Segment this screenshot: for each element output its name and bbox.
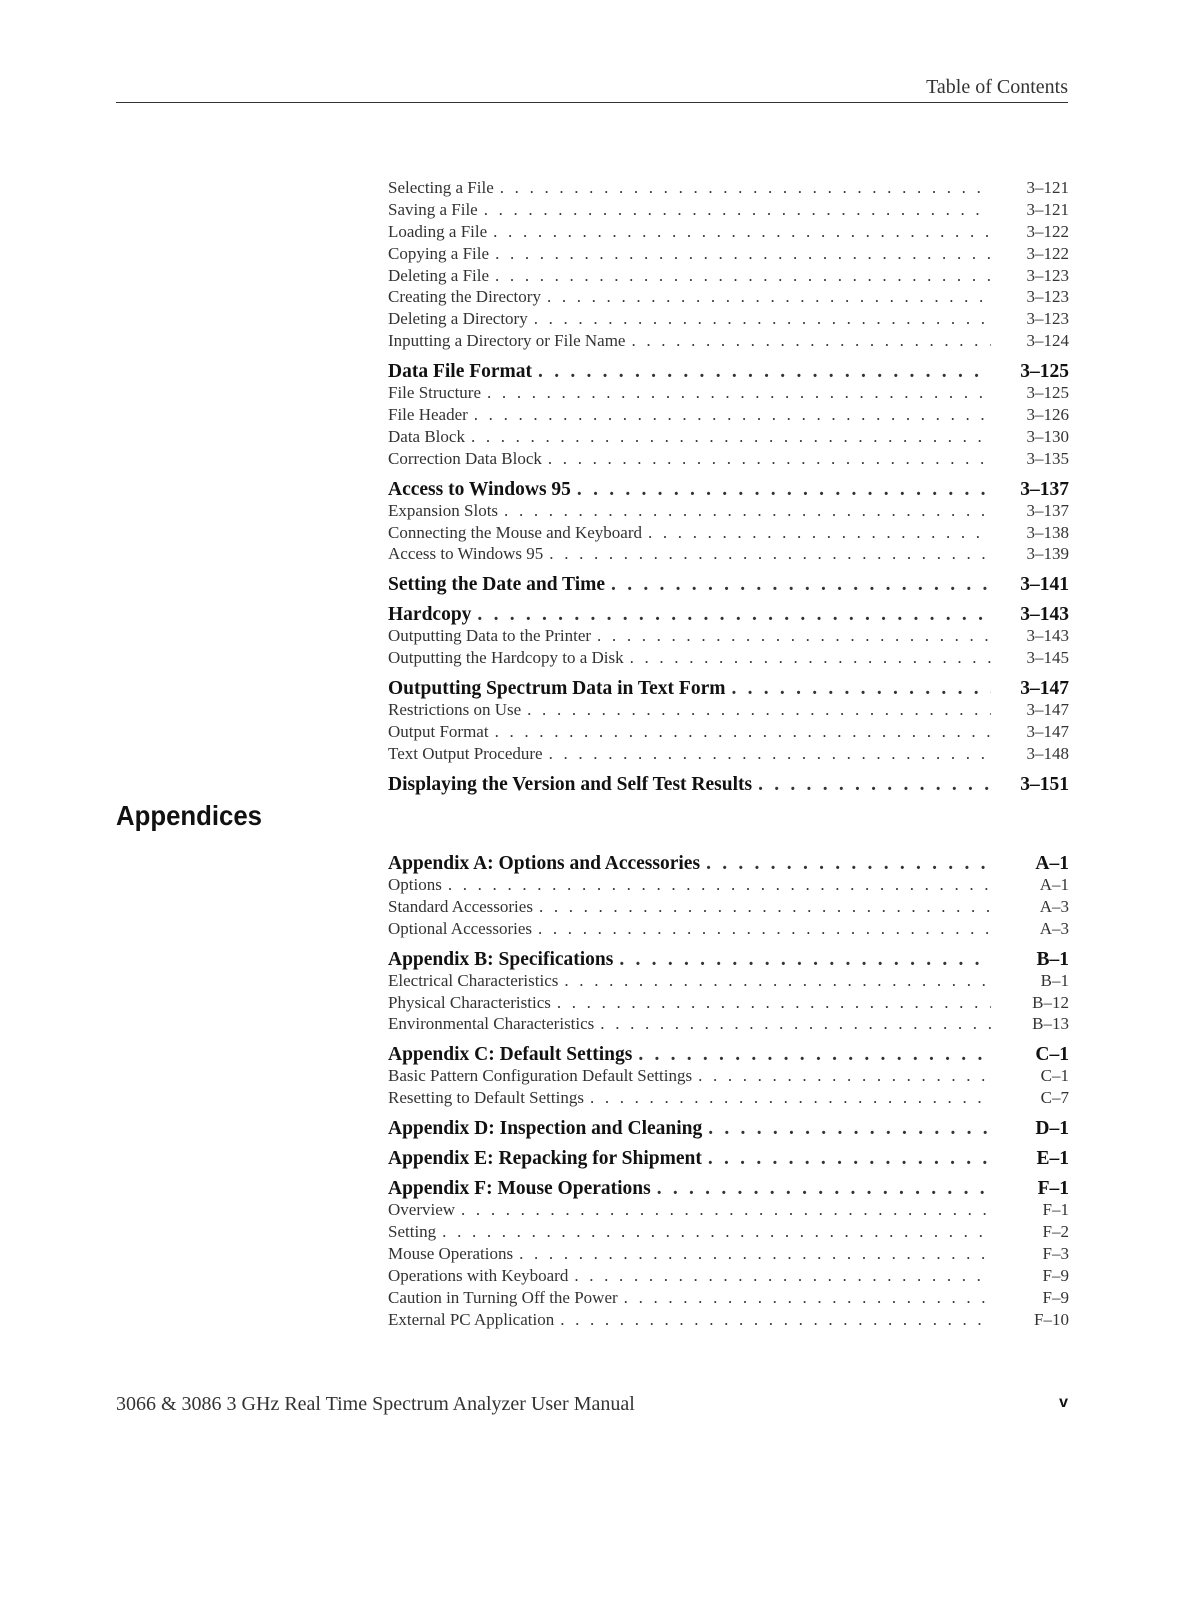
dot-leader [519,1244,991,1264]
toc-entry-page: 3–151 [1020,773,1069,795]
toc-entry-page: 3–147 [1026,722,1069,742]
toc-entry [388,1288,1069,1310]
toc-entry-title: Inputting a Directory or File Name [388,331,626,351]
dot-leader [657,1178,991,1200]
toc-entry [388,383,1069,405]
toc-entry-page: A–3 [1039,918,1069,938]
toc-entry [388,222,1069,244]
footer-page-number: v [1059,1394,1068,1411]
dot-leader [527,700,991,720]
toc-entry-title: Loading a File [388,221,488,241]
toc-entry [388,1066,1069,1088]
toc-entry [388,427,1069,449]
toc-entry [388,700,1069,722]
toc-entry-title: Appendix E: Repacking for Shipment [388,1148,702,1170]
toc-entry-page: B–1 [1036,948,1069,970]
toc-entry-page: B–1 [1040,970,1069,990]
toc-entry [388,1222,1069,1244]
toc-entry-title: Caution in Turning Off the Power [388,1287,618,1307]
toc-entry-page: 3–123 [1026,265,1069,285]
toc-entry-title: Optional Accessories [388,918,532,938]
dot-leader [487,383,991,403]
toc-entry-page: F–10 [1034,1309,1069,1329]
dot-leader [547,287,991,307]
toc-entry-page: B–12 [1032,992,1069,1012]
dot-leader [448,875,991,895]
toc-entry [388,178,1069,200]
toc-entry [388,331,1069,353]
toc-entry-title: Restrictions on Use [388,700,522,720]
toc-entry-page: 3–126 [1026,405,1069,425]
dot-leader [624,1288,991,1308]
toc-entry [388,626,1069,648]
toc-entry [388,501,1069,523]
dot-leader [477,604,991,626]
toc-entry [388,1310,1069,1332]
toc-entry-title: Basic Pattern Configuration Default Settings [388,1066,693,1086]
toc-entry-title: Saving a File [388,199,478,219]
dot-leader [648,523,991,543]
dot-leader [549,744,991,764]
toc-entry-title: Options [388,875,442,894]
toc-entry-page: B–13 [1032,1014,1069,1034]
toc-entry [388,1200,1069,1222]
toc-entry-page: 3–125 [1020,361,1069,383]
toc-entry-title: Outputting the Hardcopy to a Disk [388,648,624,668]
toc-entry-title: File Structure [388,383,482,403]
toc-entry-title: Hardcopy [388,604,472,626]
toc-entry [388,287,1069,309]
dot-leader [504,501,991,521]
dot-leader [611,574,991,596]
toc-heading-entry [388,949,1069,971]
toc-entry-page: 3–124 [1026,331,1069,351]
toc-entry-title: Creating the Directory [388,287,541,307]
toc-entry-title: Access to Windows 95 [388,478,571,500]
toc-entry-title: Appendix C: Default Settings [388,1044,633,1066]
dot-leader [560,1310,991,1330]
dot-leader [500,178,991,198]
toc-entry [388,1266,1069,1288]
toc-entry-page: F–1 [1042,1200,1069,1220]
toc-heading-entry [388,1148,1069,1170]
header-rule [116,102,1068,103]
toc-entry-page: C–1 [1040,1066,1069,1086]
dot-leader [630,648,991,668]
toc-entry [388,897,1069,919]
dot-leader [474,405,991,425]
dot-leader [758,774,991,796]
toc-entry [388,1244,1069,1266]
toc-entry-page: D–1 [1035,1118,1069,1140]
toc-entry-title: Appendix B: Specifications [388,948,614,970]
toc-entry-page: 3–123 [1026,287,1069,307]
toc-entry-page: 3–141 [1020,574,1069,596]
toc-entry [388,971,1069,993]
toc-entry [388,523,1069,545]
toc-entry-page: C–1 [1035,1044,1069,1066]
toc-entry [388,244,1069,266]
dot-leader [574,1266,991,1286]
toc-entry-title: Appendix D: Inspection and Cleaning [388,1118,703,1140]
toc-entry-page: F–9 [1042,1287,1069,1307]
toc-entry-title: Expansion Slots [388,500,499,520]
footer-manual-title: 3066 & 3086 3 GHz Real Time Spectrum Analyzer User Manual [116,1393,635,1415]
toc-entry-page: 3–137 [1020,478,1069,500]
toc-list-chapter-3 [388,178,1069,796]
dot-leader [619,949,991,971]
toc-entry-title: Setting the Date and Time [388,574,606,596]
dot-leader [484,200,991,220]
dot-leader [557,993,991,1013]
toc-entry-page: 3–147 [1020,678,1069,700]
toc-entry-title: Deleting a Directory [388,309,528,329]
toc-entry-page: 3–122 [1026,243,1069,263]
dot-leader [539,897,991,917]
dot-leader [442,1222,991,1242]
dot-leader [706,853,991,875]
toc-entry-title: Connecting the Mouse and Keyboard [388,522,642,542]
toc-heading-entry [388,853,1069,875]
toc-entry [388,993,1069,1015]
toc-entry [388,544,1069,566]
toc-entry-page: 3–135 [1026,448,1069,468]
toc-entry [388,405,1069,427]
toc-entry-title: Appendix F: Mouse Operations [388,1178,651,1200]
running-header: Table of Contents [926,76,1068,98]
toc-entry-title: External PC Application [388,1309,555,1329]
toc-heading-entry [388,361,1069,383]
dot-leader [538,361,991,383]
toc-entry-page: F–1 [1037,1178,1069,1200]
dot-leader [538,919,991,939]
toc-entry-title: Environmental Characteristics [388,1014,595,1034]
toc-entry-title: Text Output Procedure [388,743,543,763]
toc-entry [388,875,1069,897]
toc-entry-page: 3–121 [1026,178,1069,197]
dot-leader [708,1148,991,1170]
toc-entry-title: Displaying the Version and Self Test Results [388,773,753,795]
toc-entry-title: File Header [388,405,468,425]
appendices-heading: Appendices [116,800,263,831]
toc-entry-page: F–2 [1042,1222,1069,1242]
toc-entry-title: Outputting Data to the Printer [388,626,592,646]
toc-entry-page: 3–130 [1026,426,1069,446]
toc-entry-page: 3–125 [1026,383,1069,403]
toc-entry-title: Data Block [388,426,465,446]
toc-entry-title: Electrical Characteristics [388,970,559,990]
dot-leader [534,309,991,329]
toc-entry [388,200,1069,222]
toc-entry-title: Appendix A: Options and Accessories [388,853,701,874]
toc-entry-title: Selecting a File [388,178,494,197]
dot-leader [493,222,991,242]
dot-leader [600,1014,991,1034]
toc-entry-title: Resetting to Default Settings [388,1088,584,1108]
dot-leader [731,678,991,700]
toc-entry-page: A–3 [1039,896,1069,916]
toc-entry-page: 3–138 [1026,522,1069,542]
dot-leader [577,479,991,501]
dot-leader [471,427,991,447]
toc-entry-title: Setting [388,1222,437,1242]
toc-entry-title: Outputting Spectrum Data in Text Form [388,678,726,700]
toc-entry [388,648,1069,670]
toc-entry [388,919,1069,941]
toc-entry-page: 3–143 [1026,626,1069,646]
toc-entry-title: Standard Accessories [388,896,533,916]
toc-entry-page: 3–148 [1026,743,1069,763]
toc-entry-title: Physical Characteristics [388,992,551,1012]
toc-entry-page: 3–143 [1020,604,1069,626]
dot-leader [548,449,991,469]
dot-leader [461,1200,991,1220]
toc-entry-page: 3–139 [1026,544,1069,564]
dot-leader [495,722,991,742]
toc-heading-entry [388,678,1069,700]
dot-leader [597,626,991,646]
toc-heading-entry [388,1044,1069,1066]
dot-leader [590,1088,991,1108]
toc-entry-title: Output Format [388,722,489,742]
toc-entry [388,1014,1069,1036]
toc-entry-page: 3–122 [1026,221,1069,241]
toc-entry-page: 3–123 [1026,309,1069,329]
toc-entry-title: Deleting a File [388,265,490,285]
toc-entry-page: A–1 [1035,853,1069,874]
toc-entry-page: F–3 [1042,1243,1069,1263]
toc-heading-entry [388,1118,1069,1140]
toc-entry-title: Access to Windows 95 [388,544,544,564]
toc-entry-title: Operations with Keyboard [388,1265,569,1285]
toc-entry-page: F–9 [1042,1265,1069,1285]
toc-list-appendices [388,853,1069,1331]
toc-entry-title: Correction Data Block [388,448,542,468]
toc-heading-entry [388,604,1069,626]
toc-entry-page: A–1 [1039,875,1069,894]
toc-entry [388,722,1069,744]
toc-entry-title: Overview [388,1200,456,1220]
toc-entry [388,266,1069,288]
dot-leader [495,244,991,264]
toc-heading-entry [388,774,1069,796]
dot-leader [708,1118,991,1140]
toc-entry [388,449,1069,471]
toc-heading-entry [388,1178,1069,1200]
toc-entry [388,1088,1069,1110]
toc-entry-title: Copying a File [388,243,490,263]
toc-heading-entry [388,479,1069,501]
dot-leader [631,331,991,351]
dot-leader [495,266,991,286]
dot-leader [564,971,991,991]
dot-leader [698,1066,991,1086]
toc-entry-title: Mouse Operations [388,1243,514,1263]
toc-entry-page: 3–145 [1026,648,1069,668]
toc-entry-page: 3–121 [1026,199,1069,219]
toc-entry-page: 3–147 [1026,700,1069,720]
toc-entry [388,309,1069,331]
dot-leader [638,1044,991,1066]
toc-entry-page: 3–137 [1026,500,1069,520]
toc-entry-page: C–7 [1040,1088,1069,1108]
toc-entry-page: E–1 [1036,1148,1069,1170]
toc-heading-entry [388,574,1069,596]
toc-entry [388,744,1069,766]
toc-entry-title: Data File Format [388,361,533,383]
dot-leader [549,544,991,564]
